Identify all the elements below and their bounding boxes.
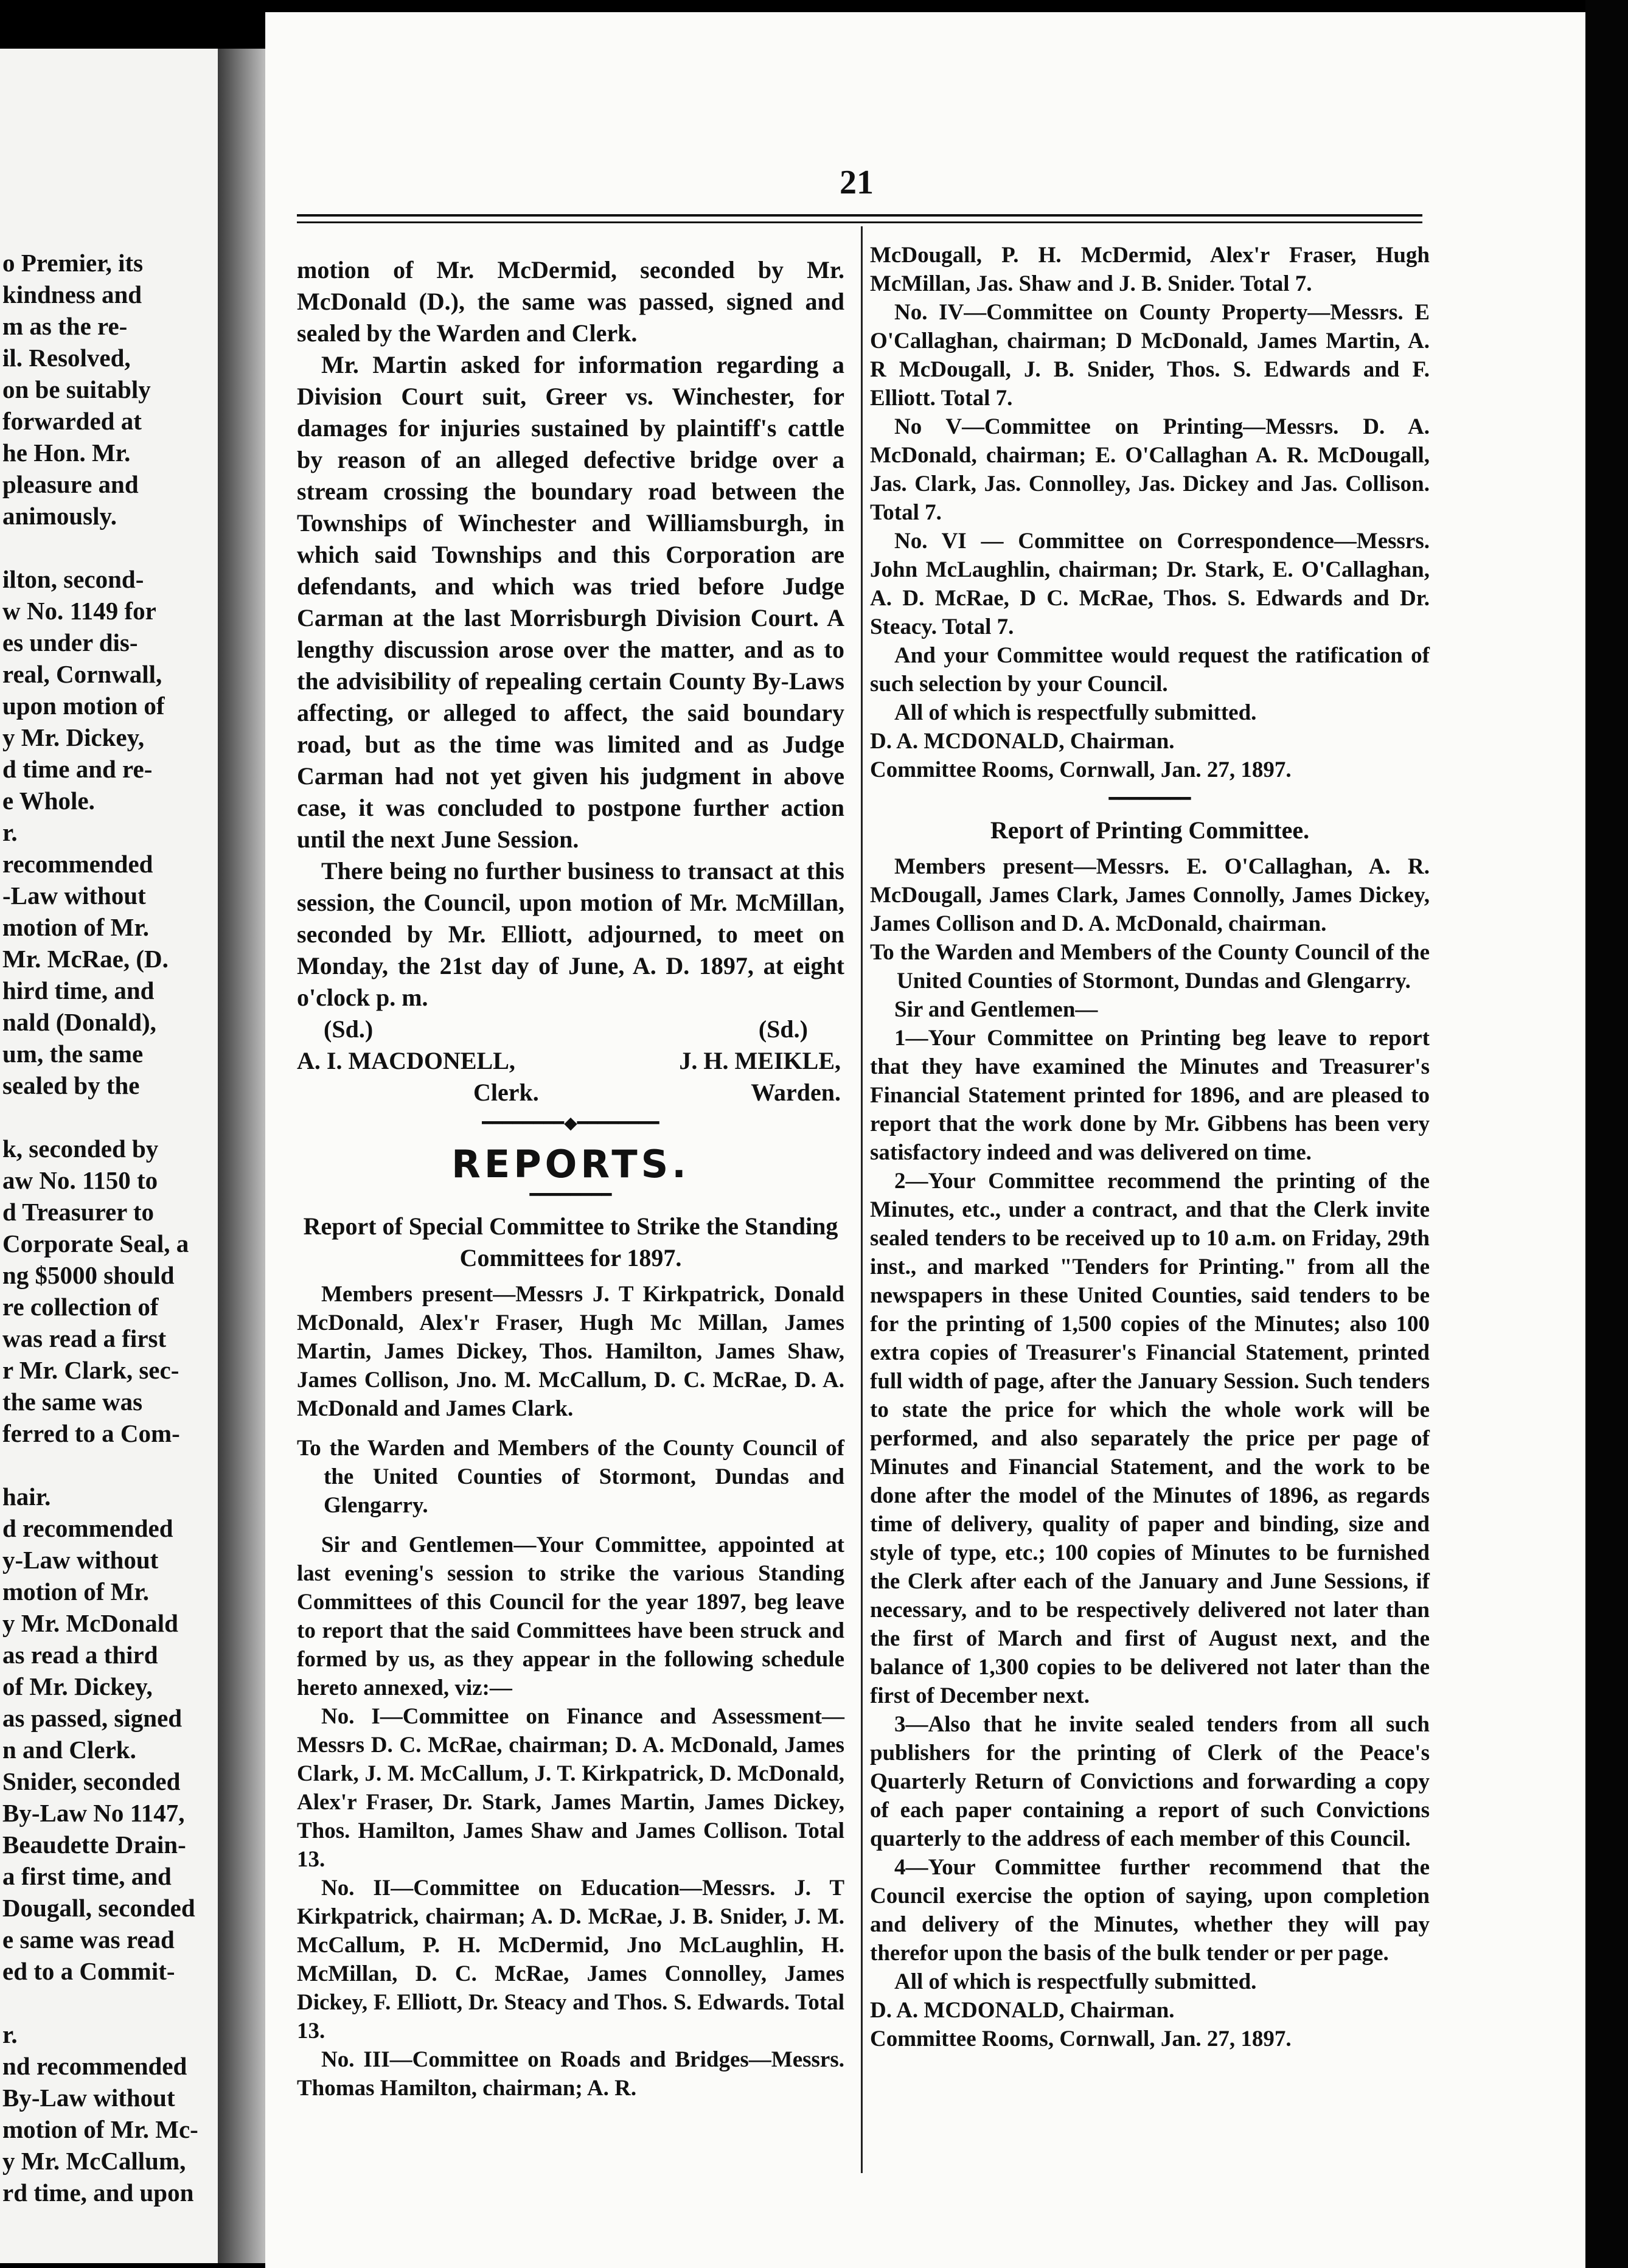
- printing-sir: Sir and Gentlemen—: [894, 997, 1098, 1022]
- committee-no2: No. II—Committee on Education—Messrs. J. T Kirkpatrick, chairman; A. D. McRae, J. B. Snider, J. M. McCallum, P. H. McDermid, Jno McLaughlin, H. McMillan, D. C. McRae, James Connolley, James Dickey, F. Elliott, Dr. Steacy and Thos. S. Edwards. Total 13.: [297, 1876, 844, 2044]
- left-page-line: as read a third: [2, 1641, 158, 1669]
- committee-no3-cont: McDougall, P. H. McDermid, Alex'r Fraser, Hugh McMillan, Jas. Shaw and J. B. Snider. Total 7.: [870, 243, 1430, 296]
- ratification-request: And your Committee would request the ratification of such selection by your Council.: [870, 643, 1430, 697]
- left-page-line: Beaudette Drain-: [2, 1831, 186, 1859]
- sd-left: (Sd.): [324, 1015, 374, 1043]
- left-page-line: he Hon. Mr.: [2, 439, 131, 467]
- left-page-line: ng $5000 should: [2, 1261, 175, 1289]
- committee-no1: No. I—Committee on Finance and Assessment—Messrs D. C. McRae, chairman; D. A. McDonald, James Clark, J. M. McCallum, J. T. Kirkpatrick, D. McDonald, Alex'r Fraser, Dr. Stark, James Martin, James Dickey, Thos. Hamilton, James Shaw and James Collison. Total 13.: [297, 1704, 844, 1872]
- sir-paragraph: Sir and Gentlemen—Your Committee, appointed at last evening's session to strike the various Standing Committees of this Council for the year 1897, beg leave to report that the said Committees have been struck and formed by us, as they appear in the following schedule hereto annexed, viz:—: [297, 1532, 844, 1700]
- left-page-line: y Mr. McDonald: [2, 1609, 178, 1637]
- left-page-line: -Law without: [2, 882, 146, 910]
- left-page-line: nald (Donald),: [2, 1008, 156, 1036]
- committee-no4: No. IV—Committee on County Property—Messrs. E O'Callaghan, chairman; D McDonald, James Martin, A. R McDougall, J. B. Snider, Thos. S. Edwards and F. Elliott. Total 7.: [870, 300, 1430, 411]
- column-divider: [861, 226, 863, 2173]
- left-page-line: motion of Mr. Mc-: [2, 2115, 198, 2143]
- left-page-line: re collection of: [2, 1293, 159, 1321]
- submitted-2: All of which is respectfully submitted.: [894, 1969, 1257, 1994]
- signature-sd-row: [297, 1014, 844, 1045]
- left-page-line: e same was read: [2, 1925, 175, 1953]
- left-page-line: r.: [2, 2020, 18, 2048]
- left-page-line: w No. 1149 for: [2, 597, 156, 625]
- left-page-line: es under dis-: [2, 628, 138, 656]
- left-page-line: nd recommended: [2, 2052, 187, 2080]
- chairman-signature-1: D. A. MCDONALD, Chairman.: [870, 729, 1175, 754]
- left-page-line: of Mr. Dickey,: [2, 1672, 153, 1700]
- martin-paragraph: Mr. Martin asked for information regarding a Division Court suit, Greer vs. Winchester, for damages for injuries sustained by plaintiff's cattle by reason of an alleged defective bridge over a stream crossing the boundary road between the Townships of Winchester and Williamsburgh, in which said Townships and this Corporation are defendants, and which was tried before Judge Carman at the last Morrisburgh Division Court. A lengthy discussion arose over the matter, and as to the advisibility of repealing certain County By-Laws affecting, or alleged to affect, the said boundary road, but as the time was limited and as Judge Carman had not yet given his judgment in above case, it was concluded to postpone further action until the next June Session.: [297, 351, 844, 853]
- chairman-signature-2: D. A. MCDONALD, Chairman.: [870, 1998, 1175, 2023]
- column-right: [870, 241, 1430, 2053]
- left-page-line: upon motion of: [2, 692, 165, 720]
- left-page-line: d recommended: [2, 1514, 173, 1542]
- left-page-line: as passed, signed: [2, 1704, 183, 1732]
- left-page-line: d Treasurer to: [2, 1198, 155, 1226]
- left-page-line: By-Law without: [2, 2084, 175, 2112]
- left-page-line: k, seconded by: [2, 1135, 159, 1163]
- left-page-line: aw No. 1150 to: [2, 1166, 158, 1194]
- special-committee-heading: Report of Special Committee to Strike the Standing Committees for 1897.: [303, 1212, 838, 1271]
- left-page-line: r.: [2, 818, 18, 846]
- committee-rooms-2: Committee Rooms, Cornwall, Jan. 27, 1897.: [870, 2026, 1292, 2051]
- printing-item-1: 1—Your Committee on Printing beg leave to report that they have examined the Minutes and Treasurer's Financial Statement printed for 1896, and are pleased to report that the work done by Mr. Gibbens has been very satisfactory indeed and was delivered on time.: [870, 1026, 1430, 1165]
- left-page-line: Corporate Seal, a: [2, 1230, 189, 1257]
- left-page-line: ed to a Commit-: [2, 1957, 175, 1985]
- left-page-line: real, Cornwall,: [2, 660, 162, 688]
- left-page-line: e Whole.: [2, 787, 95, 815]
- warden-title: Warden.: [751, 1079, 841, 1106]
- sd-right: (Sd.): [758, 1015, 808, 1043]
- signature-name-row: [297, 1045, 844, 1077]
- left-page-line: Dougall, seconded: [2, 1894, 195, 1922]
- clerk-name: A. I. MACDONELL,: [297, 1047, 515, 1074]
- left-page-line: d time and re-: [2, 755, 153, 783]
- left-page-line: the same was: [2, 1388, 143, 1416]
- header-rule: [297, 214, 1422, 223]
- left-page-line: animously.: [2, 502, 117, 530]
- adjourn-paragraph: There being no further business to transact at this session, the Council, upon motion of Mr. McMillan, seconded by Mr. Elliott, adjourned, to meet on Monday, the 21st day of June, A. D. 1897, at eight o'clock p. m.: [297, 857, 844, 1011]
- left-page-line: motion of Mr.: [2, 1578, 150, 1605]
- printing-item-2: 2—Your Committee recommend the printing of the Minutes, etc., under a contract, and that the Clerk invite sealed tenders to be received up to 10 a.m. on Friday, 29th inst., and marked "Tenders for Printing." from all the newspapers in these United Counties, said tenders to be for the printing of 1,500 copies of the Minutes; also 100 extra copies of Treasurer's Financial Statement, printed full width of page, after the January Session. Such tenders to state the price for which the whole work will be performed, and also separately the price per page of Minutes and Financial Statement, and the work to be done after the model of the Minutes of 1896, as regards time of delivery, quality of paper and binding, size and style of type, etc.; 100 copies of Minutes to be furnished the Clerk after each of the January and June Sessions, if necessary, and to be respectively delivered not later than the first of March and first of August next, and the balance of 1,300 copies to be delivered not later than the first of December next.: [870, 1169, 1430, 1708]
- printing-item-4: 4—Your Committee further recommend that the Council exercise the option of saying, upon completion and delivery of the Minutes, whether they will pay therefor upon the basis of the bulk tender or per page.: [870, 1855, 1430, 1966]
- left-page-line: rd time, and upon: [2, 2179, 194, 2207]
- column-left: [297, 254, 844, 2103]
- left-page-line: pleasure and: [2, 470, 139, 498]
- left-page-line: forwarded at: [2, 407, 142, 435]
- clerk-title: Clerk.: [473, 1079, 539, 1106]
- printing-item-3: 3—Also that he invite sealed tenders from all such publishers for the printing of Clerk of the Peace's Quarterly Return of Convictions and forwarding a copy of each paper containing a report of such Convictions quarterly to the address of each member of this Council.: [870, 1712, 1430, 1851]
- left-page-line: Mr. McRae, (D.: [2, 945, 169, 973]
- to-warden: To the Warden and Members of the County Council of the United Counties of Stormont, Dundas and Glengarry.: [297, 1436, 844, 1518]
- committee-no5: No V—Committee on Printing—Messrs. D. A. McDonald, chairman; E. O'Callaghan A. R. McDougall, Jas. Clark, Jas. Connolley, Jas. Dickey and Jas. Collison. Total 7.: [870, 414, 1430, 525]
- signature-title-row: [297, 1077, 844, 1108]
- left-page-line: recommended: [2, 850, 153, 878]
- printing-committee-heading: Report of Printing Committee.: [990, 816, 1310, 844]
- members-present: Members present—Messrs J. T Kirkpatrick, Donald McDonald, Alex'r Fraser, Hugh Mc Millan, James Martin, James Dickey, Thos. Hamilton, James Shaw, James Collison, Jno. M. McCallum, D. C. McRae, D. A. McDonald and James Clark.: [297, 1282, 844, 1421]
- left-page-line: hird time, and: [2, 976, 155, 1004]
- left-page-line: ferred to a Com-: [2, 1419, 180, 1447]
- left-page-line: on be suitably: [2, 375, 151, 403]
- divider-ornament-small: ━━━━━━━━: [529, 1186, 612, 1205]
- committee-rooms-1: Committee Rooms, Cornwall, Jan. 27, 1897.: [870, 757, 1292, 782]
- left-page-line: By-Law No 1147,: [2, 1799, 185, 1827]
- submitted-1: All of which is respectfully submitted.: [894, 700, 1257, 725]
- divider-short: ━━━━━━━━: [1108, 790, 1191, 809]
- warden-name: J. H. MEIKLE,: [679, 1047, 841, 1074]
- left-page-line: il. Resolved,: [2, 344, 131, 372]
- reports-heading: REPORTS.: [451, 1142, 690, 1186]
- left-page-line: motion of Mr.: [2, 913, 150, 941]
- left-page-line: m as the re-: [2, 312, 128, 340]
- left-page-line: was read a first: [2, 1324, 167, 1352]
- left-facing-page: [0, 49, 219, 2263]
- left-page-line: y Mr. McCallum,: [2, 2147, 186, 2175]
- left-page-line: a first time, and: [2, 1862, 172, 1890]
- printing-members-present: Members present—Messrs. E. O'Callaghan, A. R. McDougall, James Clark, James Connolly, James Dickey, James Collison and D. A. McDonald, chairman.: [870, 854, 1430, 936]
- scan-edge: [1585, 0, 1628, 2268]
- committee-no6: No. VI — Committee on Correspondence—Messrs. John McLaughlin, chairman; Dr. Stark, E. O'Callaghan, A. D. McRae, D C. McRae, Thos. S. Edwards and Dr. Steacy. Total 7.: [870, 529, 1430, 639]
- printing-to-warden: To the Warden and Members of the County Council of the United Counties of Stormont, Dundas and Glengarry.: [870, 940, 1430, 993]
- left-page-line: Snider, seconded: [2, 1767, 181, 1795]
- committee-no3: No. III—Committee on Roads and Bridges—Messrs. Thomas Hamilton, chairman; A. R.: [297, 2047, 844, 2101]
- left-page-line: o Premier, its: [2, 249, 144, 277]
- book-spine: [218, 49, 265, 2263]
- left-page-line: hair.: [2, 1483, 51, 1511]
- left-page-line: y-Law without: [2, 1546, 159, 1574]
- left-page-line: um, the same: [2, 1040, 144, 1068]
- left-page-line: kindness and: [2, 280, 142, 308]
- left-page-line: r Mr. Clark, sec-: [2, 1356, 179, 1384]
- left-page-line: y Mr. Dickey,: [2, 723, 145, 751]
- left-page-line: n and Clerk.: [2, 1736, 136, 1764]
- left-page-line: sealed by the: [2, 1071, 140, 1099]
- page-number: 21: [840, 164, 874, 201]
- motion-paragraph: motion of Mr. McDermid, seconded by Mr. McDonald (D.), the same was passed, signed and sealed by the Warden and Clerk.: [297, 256, 844, 347]
- divider-ornament: ━━━━━━━━◆━━━━━━━━: [482, 1114, 659, 1133]
- left-page-line: ilton, second-: [2, 565, 144, 593]
